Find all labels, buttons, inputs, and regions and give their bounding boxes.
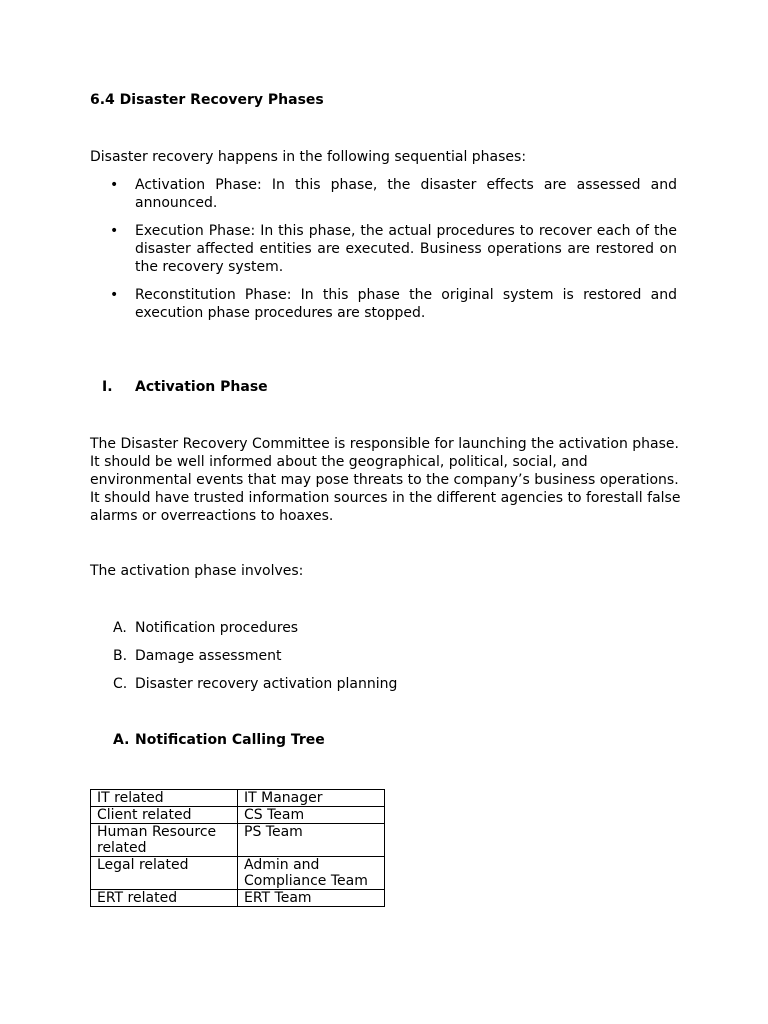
paragraph-line: The Disaster Recovery Committee is responsible for launching the activation phase. bbox=[90, 436, 679, 452]
paragraph-line: It should be well informed about the geographical, political, social, and bbox=[90, 454, 588, 470]
item-text: Disaster recovery activation planning bbox=[135, 676, 398, 692]
phase-item-reconstitution bbox=[90, 286, 677, 322]
area-cell: Legal related bbox=[91, 857, 238, 890]
contact-cell: ERT Team bbox=[238, 890, 385, 907]
area-cell: ERT related bbox=[91, 890, 238, 907]
item-letter: C. bbox=[113, 676, 128, 692]
paragraph-line: environmental events that may pose threats to the company’s business operations. bbox=[90, 472, 679, 488]
phases-list bbox=[90, 176, 677, 332]
item-text: Damage assessment bbox=[135, 648, 282, 664]
item-letter: B. bbox=[113, 648, 128, 664]
section-title: 6.4 Disaster Recovery Phases bbox=[90, 92, 324, 108]
contact-cell: Admin and Compliance Team bbox=[238, 857, 385, 890]
contact-cell: IT Manager bbox=[238, 790, 385, 807]
phase-text: Execution Phase: In this phase, the actual procedures to recover each of the disaster affected entities are executed. Business operations are restored on the recovery system. bbox=[135, 223, 677, 275]
table-row bbox=[91, 824, 385, 857]
calling-tree-title: Notification Calling Tree bbox=[135, 732, 325, 748]
item-letter: A. bbox=[113, 620, 127, 636]
activation-title: Activation Phase bbox=[135, 379, 268, 395]
item-text: Notification procedures bbox=[135, 620, 299, 636]
intro-paragraph: Disaster recovery happens in the following sequential phases: bbox=[90, 149, 527, 165]
roman-numeral: I. bbox=[102, 379, 113, 395]
involves-paragraph: The activation phase involves: bbox=[90, 563, 304, 579]
subheading-letter: A. bbox=[113, 732, 130, 748]
area-cell: IT related bbox=[91, 790, 238, 807]
phase-text: Reconstitution Phase: In this phase the original system is restored and execution phase procedures are stopped. bbox=[135, 287, 677, 321]
table-row bbox=[91, 857, 385, 890]
phase-text: Activation Phase: In this phase, the disaster effects are assessed and announced. bbox=[135, 177, 677, 211]
calling-tree-table bbox=[90, 789, 385, 907]
area-cell: Client related bbox=[91, 807, 238, 824]
table-row bbox=[91, 890, 385, 907]
contact-cell: PS Team bbox=[238, 824, 385, 857]
table-row bbox=[91, 807, 385, 824]
paragraph-line: alarms or overreactions to hoaxes. bbox=[90, 508, 334, 524]
bullet-icon: • bbox=[110, 287, 119, 303]
table-row bbox=[91, 790, 385, 807]
phase-item-activation bbox=[90, 176, 677, 212]
paragraph-line: It should have trusted information sources in the different agencies to forestall false bbox=[90, 490, 681, 506]
contact-cell: CS Team bbox=[238, 807, 385, 824]
bullet-icon: • bbox=[110, 177, 119, 193]
area-cell: Human Resource related bbox=[91, 824, 238, 857]
bullet-icon: • bbox=[110, 223, 119, 239]
phase-item-execution bbox=[90, 222, 677, 276]
activation-paragraph bbox=[90, 435, 690, 525]
